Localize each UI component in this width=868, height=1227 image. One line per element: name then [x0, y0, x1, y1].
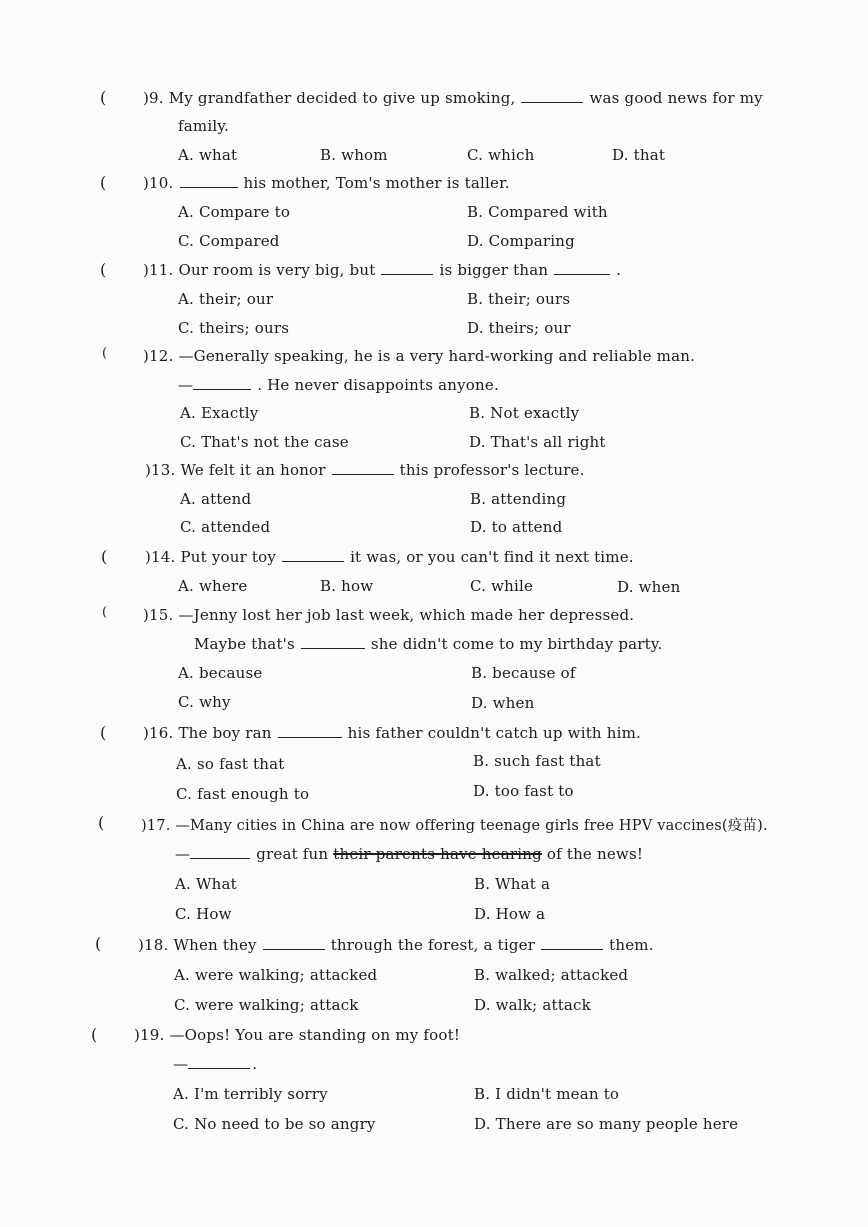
question-stem: )12. —Generally speaking, he is a very hard-working and reliable man. [143, 347, 696, 365]
option-b[interactable]: B. Not exactly [469, 404, 580, 422]
answer-paren[interactable]: ( [100, 723, 107, 742]
answer-blank [180, 175, 238, 188]
option-c[interactable]: C. No need to be so angry [173, 1115, 376, 1133]
question-stem: )9. My grandfather decided to give up smoking, was good news for my [143, 89, 763, 107]
option-a[interactable]: A. so fast that [176, 755, 285, 773]
option-a[interactable]: A. were walking; attacked [174, 966, 378, 984]
question-stem-continued: family. [178, 117, 229, 135]
option-d[interactable]: D. How a [474, 905, 546, 923]
answer-paren[interactable]: ( [100, 260, 107, 279]
option-d[interactable]: D. too fast to [473, 782, 574, 800]
option-a[interactable]: A. what [178, 146, 238, 164]
option-d[interactable]: D. That's all right [469, 433, 606, 451]
option-a[interactable]: A. Exactly [180, 404, 259, 422]
answer-blank [332, 462, 394, 475]
question-stem: )11. Our room is very big, but is bigger than . [143, 261, 622, 279]
option-c[interactable]: C. which [467, 146, 535, 164]
option-b[interactable]: B. whom [320, 146, 388, 164]
answer-paren[interactable]: ( [102, 605, 108, 620]
option-c[interactable]: C. why [178, 693, 231, 711]
answer-blank [188, 1056, 250, 1069]
question-stem: )16. The boy ran his father couldn't catch up with him. [143, 724, 642, 742]
option-a[interactable]: A. attend [180, 490, 252, 508]
option-a[interactable]: A. where [178, 577, 248, 595]
option-c[interactable]: C. How [175, 905, 232, 923]
option-d[interactable]: D. to attend [470, 518, 563, 536]
question-stem: )17. —Many cities in China are now offering teenage girls free HPV vaccines(疫苗). [141, 818, 768, 834]
question-stem-continued: Maybe that's she didn't come to my birthday party. [194, 635, 663, 653]
option-b[interactable]: B. because of [471, 664, 576, 682]
question-stem-continued: — great fun their parents have hearing of the news! [175, 845, 644, 863]
option-b[interactable]: B. their; ours [467, 290, 571, 308]
option-b[interactable]: B. attending [470, 490, 567, 508]
question-stem: )14. Put your toy it was, or you can't find it next time. [145, 548, 634, 566]
question-stem: )10. his mother, Tom's mother is taller. [143, 174, 510, 192]
option-d[interactable]: D. when [617, 578, 681, 596]
question-stem: )13. We felt it an honor this professor's lecture. [145, 461, 585, 479]
option-c[interactable]: C. That's not the case [180, 433, 349, 451]
answer-blank [190, 846, 250, 859]
option-d[interactable]: D. theirs; our [467, 319, 571, 337]
option-d[interactable]: D. Comparing [467, 232, 575, 250]
option-c[interactable]: C. attended [180, 518, 271, 536]
answer-blank [301, 636, 365, 649]
answer-blank [541, 937, 603, 950]
answer-paren[interactable]: ( [100, 88, 107, 107]
answer-blank [381, 262, 433, 275]
answer-blank [193, 377, 251, 390]
option-d[interactable]: D. when [471, 694, 535, 712]
question-stem-continued: — . He never disappoints anyone. [178, 376, 499, 394]
option-d[interactable]: D. walk; attack [474, 996, 591, 1014]
answer-blank [554, 262, 610, 275]
option-b[interactable]: B. Compared with [467, 203, 608, 221]
option-a[interactable]: A. What [175, 875, 237, 893]
answer-blank [282, 549, 344, 562]
option-b[interactable]: B. I didn't mean to [474, 1085, 620, 1103]
answer-paren[interactable]: ( [91, 1025, 98, 1044]
option-b[interactable]: B. walked; attacked [474, 966, 629, 984]
struck-text: their parents have hearing [333, 845, 542, 863]
answer-blank [521, 90, 583, 103]
option-b[interactable]: B. What a [474, 875, 551, 893]
option-a[interactable]: A. I'm terribly sorry [173, 1085, 328, 1103]
option-a[interactable]: A. their; our [178, 290, 274, 308]
question-stem: )19. —Oops! You are standing on my foot! [134, 1026, 461, 1044]
answer-paren[interactable]: ( [101, 547, 108, 566]
option-d[interactable]: D. There are so many people here [474, 1115, 739, 1133]
option-d[interactable]: D. that [612, 146, 666, 164]
answer-blank [263, 937, 325, 950]
answer-paren[interactable]: ( [100, 173, 107, 192]
answer-paren[interactable]: ( [102, 346, 108, 361]
option-a[interactable]: A. Compare to [178, 203, 291, 221]
option-a[interactable]: A. because [178, 664, 263, 682]
question-stem: )15. —Jenny lost her job last week, which made her depressed. [143, 606, 635, 624]
answer-paren[interactable]: ( [98, 813, 105, 832]
option-c[interactable]: C. theirs; ours [178, 319, 290, 337]
option-c[interactable]: C. were walking; attack [174, 996, 359, 1014]
option-b[interactable]: B. how [320, 577, 374, 595]
option-c[interactable]: C. Compared [178, 232, 280, 250]
option-c[interactable]: C. fast enough to [176, 785, 310, 803]
question-stem: )18. When they through the forest, a tiger them. [138, 936, 654, 954]
option-c[interactable]: C. while [470, 577, 534, 595]
answer-blank [278, 725, 342, 738]
answer-paren[interactable]: ( [95, 934, 102, 953]
question-stem-continued: — . [173, 1055, 258, 1073]
option-b[interactable]: B. such fast that [473, 752, 601, 770]
